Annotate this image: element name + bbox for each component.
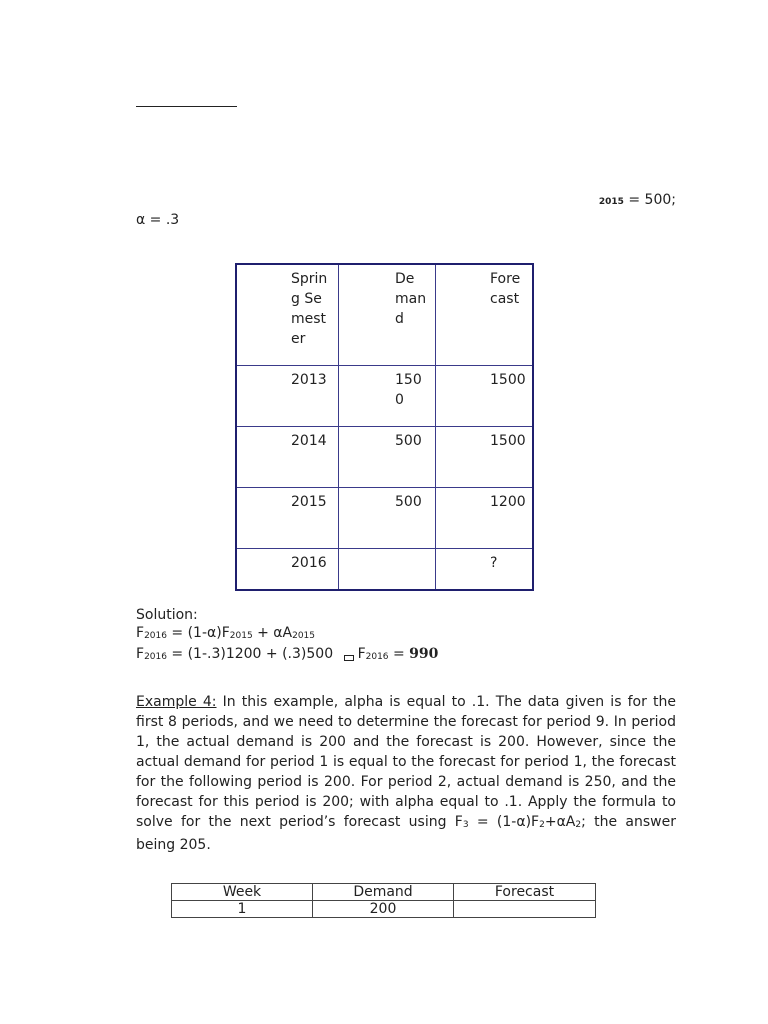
forecast-table [235, 263, 534, 591]
week-table [171, 883, 596, 918]
table-header-row [236, 264, 533, 366]
table-row [236, 488, 533, 549]
table-cell: 2013 [291, 372, 327, 388]
solution-formula: $F_{2016} = (1-\alpha)F_{2015} + \alpha A_{2015}$ [136, 625, 316, 641]
header-week: Week [172, 884, 313, 901]
table-cell [454, 901, 596, 918]
table-cell: 500 [395, 494, 422, 510]
table-cell: 200 [313, 901, 454, 918]
table-cell: 2014 [291, 433, 327, 449]
example-label: Example 4: [136, 694, 217, 710]
solution-label: Solution: [136, 607, 198, 623]
header-forecast: Forecast [454, 884, 596, 901]
table-row [236, 549, 533, 591]
arrow-symbol [344, 655, 354, 661]
table-row [236, 366, 533, 427]
table-cell: 1500 [490, 372, 526, 388]
table-cell: 1500 [395, 372, 422, 408]
solution-calculation: $F_{2016} = (1-.3)1200 + (.3)500$ $F_{2016} = 990$ [136, 646, 439, 662]
table-cell: 1500 [490, 433, 526, 449]
table-cell: ? [490, 555, 498, 571]
header-demand: Demand [395, 271, 427, 327]
year-subscript: 2015 [598, 197, 624, 207]
top-rule [136, 106, 237, 107]
header-demand: Demand [313, 884, 454, 901]
solution-answer: 990 [409, 646, 439, 662]
table-cell: 500 [395, 433, 422, 449]
given-values-line [599, 192, 676, 208]
table-cell: 1 [172, 901, 313, 918]
table-row [172, 901, 596, 918]
table-header-row [172, 884, 596, 901]
header-semester: Spring Semester [291, 271, 328, 347]
solution-block [136, 606, 438, 666]
alpha-value: α = .3 [136, 212, 180, 228]
given-value: = 500; [623, 192, 676, 208]
example-paragraph: Example 4: In this example, alpha is equal to .1. The data given is for the first 8 periods, and we need to determine the forecast for period 9. In period 1, the actual demand is 200 and the forecast is 200. However, since the actual demand for period 1 is equal to the forecast for period 1, the forecast for the following period is 200. For period 2, actual demand is 250, and the forecast for this period is 200; with alpha equal to .1. Apply the formula to solve for the next period’s forecast using $F_3 = (1-\alpha)F_2+\alpha A_2$; the answer being 205. [136, 694, 676, 853]
table-cell: 2015 [291, 494, 327, 510]
table-cell: 1200 [490, 494, 526, 510]
header-forecast: Forecast [490, 271, 521, 307]
table-row [236, 427, 533, 488]
table-cell: 2016 [291, 555, 327, 571]
